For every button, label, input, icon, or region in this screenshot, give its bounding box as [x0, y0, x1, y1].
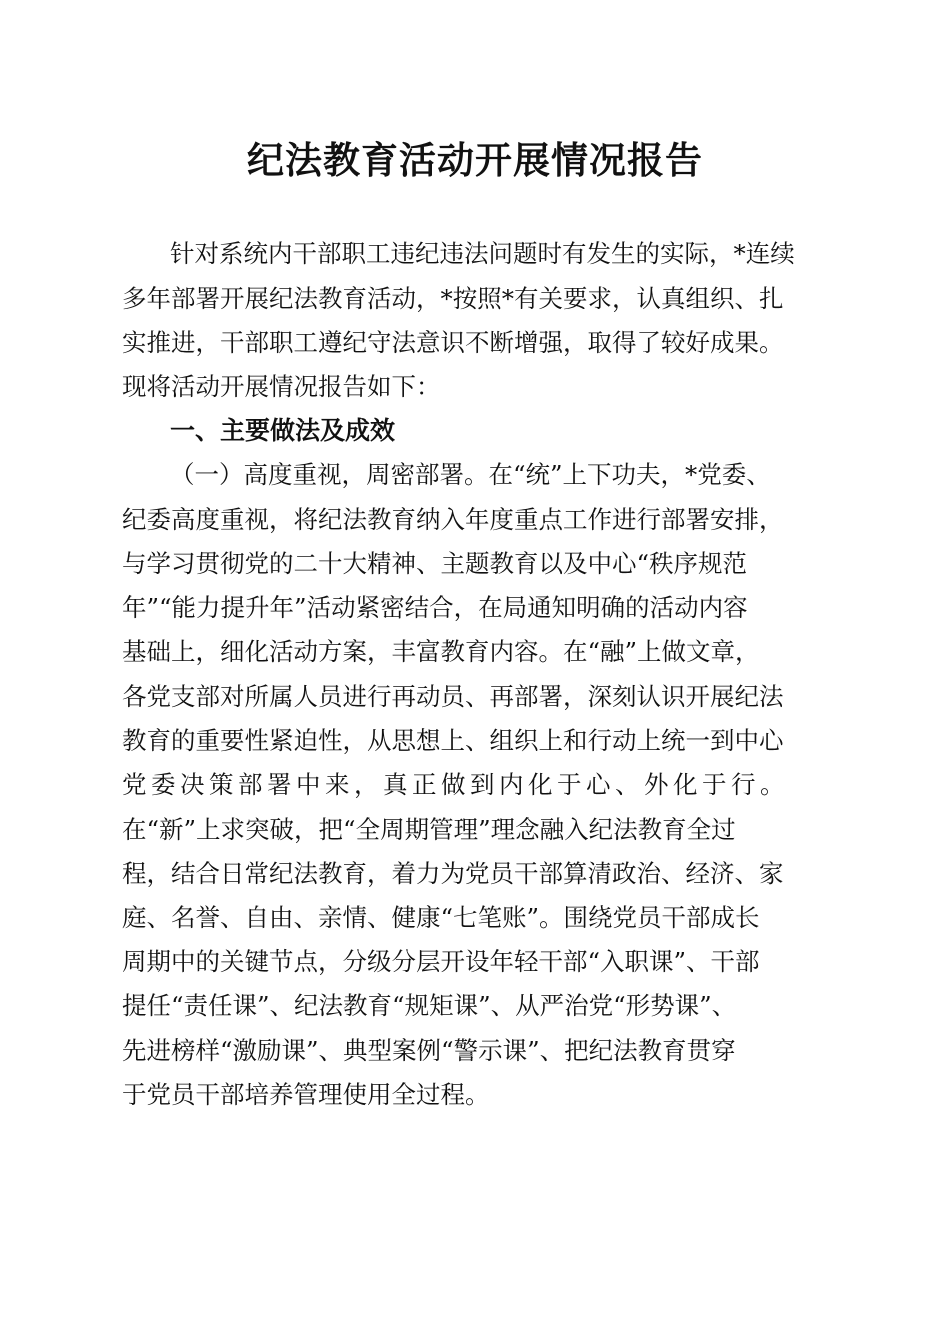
intro-line-4: 现将活动开展情况报告如下：	[122, 372, 441, 401]
body-line-13: 提任“责任课”、纪法教育“规矩课”、从严治党“形势课”、	[122, 991, 737, 1020]
document-title: 纪法教育活动开展情况报告	[247, 138, 703, 182]
body-line-5: 基础上，细化活动方案，丰富教育内容。在“融”上做文章，	[122, 637, 760, 666]
body-line-4: 年”“能力提升年”活动紧密结合，在局通知明确的活动内容	[122, 593, 748, 622]
body-line-6: 各党支部对所属人员进行再动员、再部署，深刻认识开展纪法	[122, 682, 784, 711]
body-line-1: （一）高度重视，周密部署。在“统”上下功夫，*党委、	[170, 460, 771, 489]
body-line-15: 于党员干部培养管理使用全过程。	[122, 1080, 490, 1109]
section-heading: 一、主要做法及成效	[170, 416, 396, 445]
intro-line-2: 多年部署开展纪法教育活动，*按照*有关要求，认真组织、扎	[122, 284, 784, 313]
body-line-2: 纪委高度重视，将纪法教育纳入年度重点工作进行部署安排，	[122, 505, 784, 534]
body-line-10: 程，结合日常纪法教育，着力为党员干部算清政治、经济、家	[122, 859, 784, 888]
body-line-8: 党委决策部署中来，真正做到内化于心、外化于行。	[122, 770, 789, 799]
body-line-7: 教育的重要性紧迫性，从思想上、组织上和行动上统一到中心	[122, 726, 784, 755]
body-line-14: 先进榜样“激励课”、典型案例“警示课”、把纪法教育贯穿	[122, 1036, 736, 1065]
body-line-11: 庭、名誉、自由、亲情、健康“七笔账”。围绕党员干部成长	[122, 903, 760, 932]
body-line-12: 周期中的关键节点，分级分层开设年轻干部“入职课”、干部	[122, 947, 760, 976]
body-line-3: 与学习贯彻党的二十大精神、主题教育以及中心“秩序规范	[122, 549, 748, 578]
intro-line-3: 实推进，干部职工遵纪守法意识不断增强，取得了较好成果。	[122, 328, 784, 357]
intro-line-1: 针对系统内干部职工违纪违法问题时有发生的实际，*连续	[170, 239, 795, 268]
body-line-9: 在“新”上求突破，把“全周期管理”理念融入纪法教育全过	[122, 815, 736, 844]
